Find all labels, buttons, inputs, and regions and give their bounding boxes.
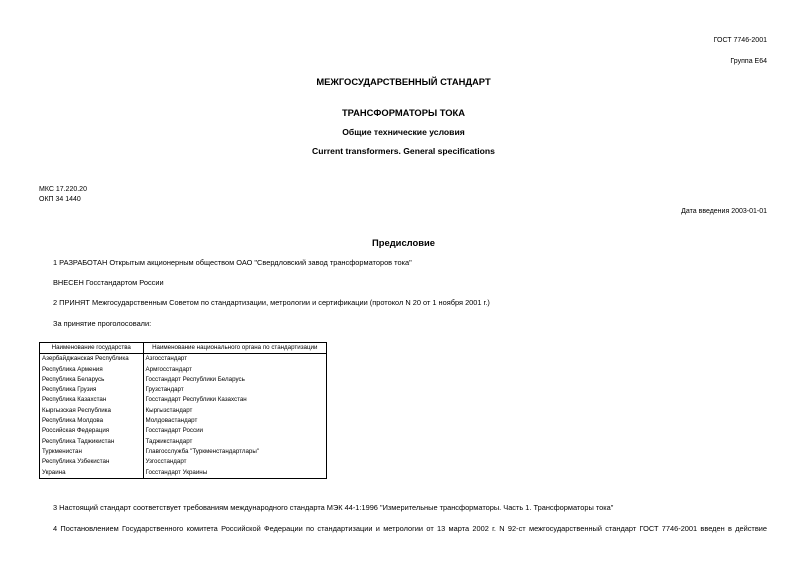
table-row xyxy=(40,406,327,416)
voting-states-table xyxy=(39,342,327,479)
table-row xyxy=(40,416,327,426)
document-group: Группа Е64 xyxy=(730,58,767,65)
state-cell: Республика Беларусь xyxy=(40,375,144,385)
national-body-cell: Госстандарт Республики Казахстан xyxy=(143,395,326,405)
table-row xyxy=(40,354,327,365)
national-body-cell: Госстандарт Украины xyxy=(143,468,326,479)
national-body-cell: Азгосстандарт xyxy=(143,354,326,365)
state-cell: Республика Таджикистан xyxy=(40,437,144,447)
national-body-cell: Главгосслужба "Туркменстандартлары" xyxy=(143,447,326,457)
document-title: ТРАНСФОРМАТОРЫ ТОКА xyxy=(341,107,466,118)
state-cell: Российская Федерация xyxy=(40,426,144,436)
standard-type-heading: МЕЖГОСУДАРСТВЕННЫЙ СТАНДАРТ xyxy=(316,76,491,87)
paragraph-introduced: ВНЕСЕН Госстандартом России xyxy=(53,278,164,287)
table-row xyxy=(40,447,327,457)
foreword-heading: Предисловие xyxy=(372,237,435,248)
table-row xyxy=(40,426,327,436)
national-body-cell: Госстандарт России xyxy=(143,426,326,436)
state-cell: Азербайджанская Республика xyxy=(40,354,144,365)
national-body-cell: Кыргызстандарт xyxy=(143,406,326,416)
state-cell: Кыргызская Республика xyxy=(40,406,144,416)
paragraph-4-enactment: 4 Постановлением Государственного комитета Российской Федерации по стандартизации и метрологии от 13 марта 2002 г. N 92-ст межгосударственный стандарт ГОСТ 7746-2001 введен в действие xyxy=(53,524,767,533)
national-body-cell: Госстандарт Республики Беларусь xyxy=(143,375,326,385)
table-row xyxy=(40,468,327,479)
table-row xyxy=(40,385,327,395)
column-header-national-body: Наименование национального органа по стандартизации xyxy=(143,343,326,354)
document-number: ГОСТ 7746-2001 xyxy=(713,37,767,44)
paragraph-1-developed: 1 РАЗРАБОТАН Открытым акционерным обществом ОАО "Свердловский завод трансформаторов тока" xyxy=(53,258,412,267)
okp-code: ОКП 34 1440 xyxy=(39,196,81,203)
introduction-date: Дата введения 2003-01-01 xyxy=(681,208,767,215)
table-row xyxy=(40,437,327,447)
table-row xyxy=(40,395,327,405)
national-body-cell: Узгосстандарт xyxy=(143,457,326,467)
state-cell: Туркменистан xyxy=(40,447,144,457)
state-cell: Республика Молдова xyxy=(40,416,144,426)
state-cell: Республика Грузия xyxy=(40,385,144,395)
table-row xyxy=(40,375,327,385)
english-title: Current transformers. General specifications xyxy=(312,146,495,156)
table-row xyxy=(40,457,327,467)
state-cell: Республика Армения xyxy=(40,365,144,375)
national-body-cell: Грузстандарт xyxy=(143,385,326,395)
national-body-cell: Таджикстандарт xyxy=(143,437,326,447)
table-header-row xyxy=(40,343,327,354)
state-cell: Республика Казахстан xyxy=(40,395,144,405)
paragraph-voted: За принятие проголосовали: xyxy=(53,319,152,328)
state-cell: Республика Узбекистан xyxy=(40,457,144,467)
table-row xyxy=(40,365,327,375)
national-body-cell: Молдовастандарт xyxy=(143,416,326,426)
paragraph-2-adopted: 2 ПРИНЯТ Межгосударственным Советом по стандартизации, метрологии и сертификации (протокол N 20 от 1 ноября 2001 г.) xyxy=(53,298,490,307)
state-cell: Украина xyxy=(40,468,144,479)
national-body-cell: Армгосстандарт xyxy=(143,365,326,375)
document-subtitle: Общие технические условия xyxy=(342,127,465,137)
mks-code: МКС 17.220.20 xyxy=(39,186,87,193)
paragraph-3-conformity: 3 Настоящий стандарт соответствует требованиям международного стандарта МЭК 44-1:1996 "Измерительные трансформаторы. Часть 1. Трансформаторы тока" xyxy=(53,503,614,512)
column-header-state: Наименование государства xyxy=(40,343,144,354)
